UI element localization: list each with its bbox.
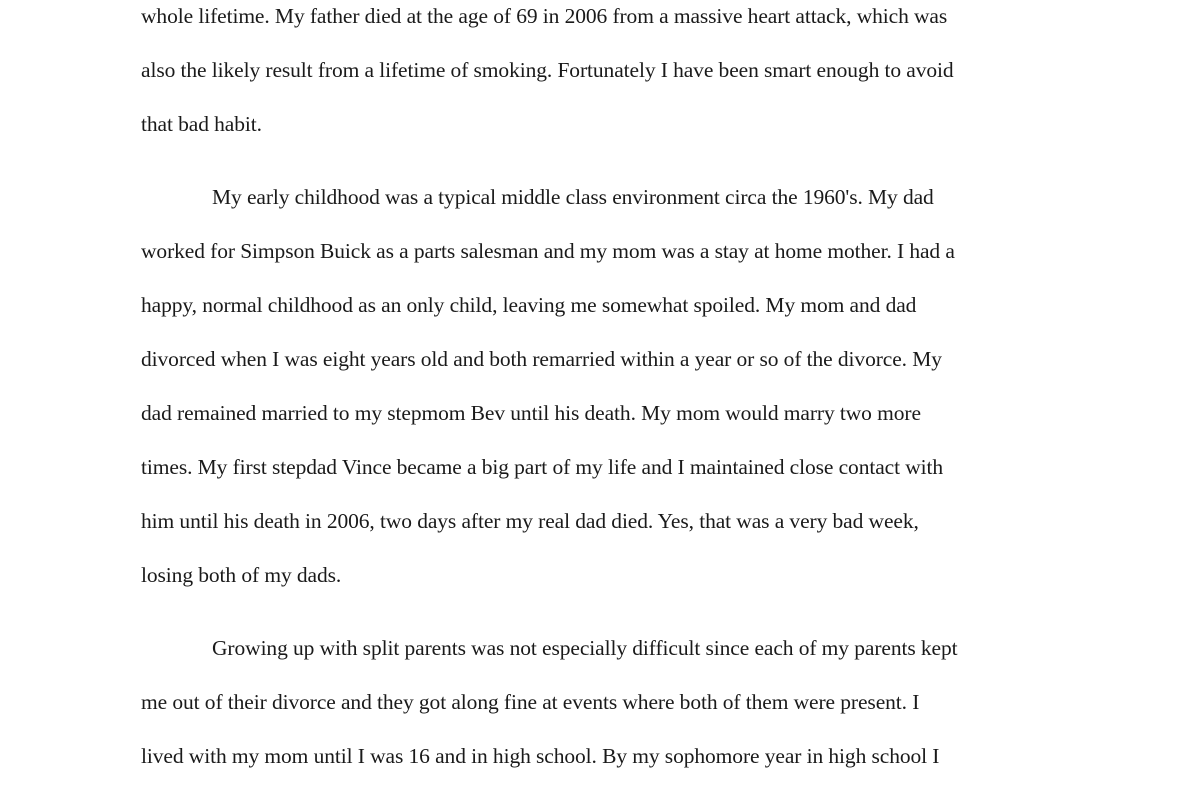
- text-line: lived with my mom until I was 16 and in high school. By my sophomore year in high school I: [141, 744, 940, 768]
- text-line: times. My first stepdad Vince became a big part of my life and I maintained close contact with: [141, 455, 944, 479]
- text-line: me out of their divorce and they got along fine at events where both of them were present. I: [141, 690, 920, 714]
- text-line: also the likely result from a lifetime of smoking. Fortunately I have been smart enough to avoid: [141, 58, 954, 82]
- text-line: dad remained married to my stepmom Bev until his death. My mom would marry two more: [141, 401, 921, 425]
- text-line: My early childhood was a typical middle class environment circa the 1960's. My dad: [212, 185, 934, 209]
- text-line: him until his death in 2006, two days after my real dad died. Yes, that was a very bad week,: [141, 509, 919, 533]
- text-line: happy, normal childhood as an only child, leaving me somewhat spoiled. My mom and dad: [141, 293, 917, 317]
- text-line: worked for Simpson Buick as a parts salesman and my mom was a stay at home mother. I had a: [141, 239, 955, 263]
- text-line: whole lifetime. My father died at the age of 69 in 2006 from a massive heart attack, which was: [141, 4, 948, 28]
- text-line: losing both of my dads.: [141, 563, 342, 587]
- text-line: Growing up with split parents was not especially difficult since each of my parents kept: [212, 636, 958, 660]
- text-line: that bad habit.: [141, 112, 262, 136]
- text-line: divorced when I was eight years old and both remarried within a year or so of the divorce. My: [141, 347, 942, 371]
